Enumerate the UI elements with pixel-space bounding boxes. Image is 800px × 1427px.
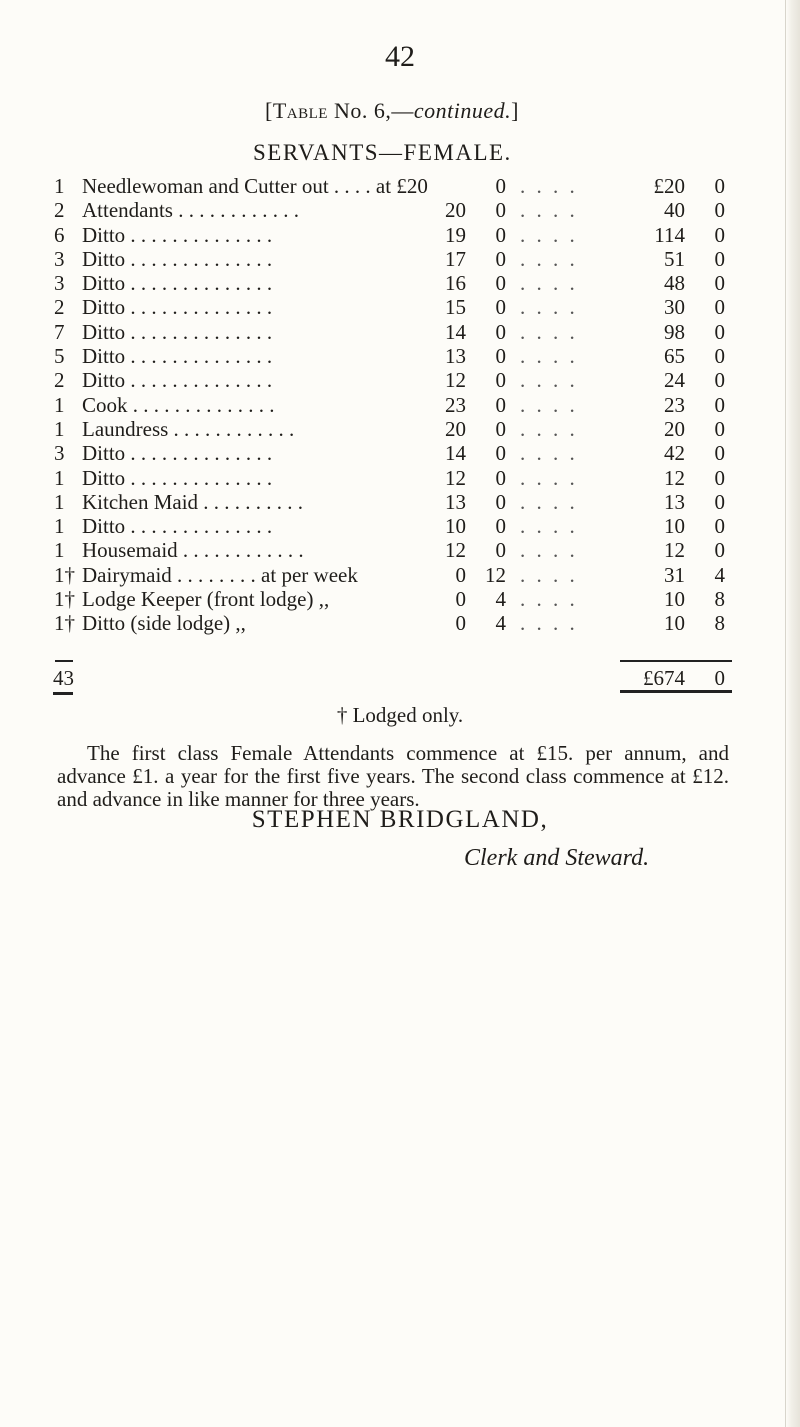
row-rate-shillings: 0 [495, 514, 506, 539]
row-total-pounds: 40 [664, 198, 685, 223]
row-total-pounds: 30 [664, 295, 685, 320]
row-count: 7 [54, 319, 65, 344]
row-count: 3 [54, 441, 65, 466]
table-row [0, 514, 800, 538]
table-row [0, 611, 800, 635]
row-total-shillings: 0 [714, 344, 725, 369]
row-total-pounds: 10 [664, 611, 685, 636]
row-rate-shillings: 0 [495, 441, 506, 466]
row-description: Housemaid . . . . . . . . . . . . [82, 538, 304, 563]
row-description: Ditto . . . . . . . . . . . . . . [82, 222, 273, 247]
row-total-pounds: 98 [664, 319, 685, 344]
row-rate-shillings: 0 [495, 368, 506, 393]
row-total-shillings: 0 [714, 368, 725, 393]
row-rate-pounds: 0 [455, 587, 466, 612]
row-description: Dairymaid . . . . . . . . at per week [82, 562, 358, 587]
row-count: 3 [54, 246, 65, 271]
row-description: Ditto . . . . . . . . . . . . . . [82, 271, 273, 296]
row-spacer-dots: . . . . [520, 416, 578, 441]
row-count: 2 [54, 368, 65, 393]
row-description: Ditto . . . . . . . . . . . . . . [82, 465, 273, 490]
row-rate-pounds: 12 [445, 465, 466, 490]
row-count: 1 [54, 538, 65, 563]
row-rate-pounds: 14 [445, 441, 466, 466]
row-description: Lodge Keeper (front lodge) ,, [82, 587, 330, 612]
caption-table-word: Table [272, 98, 328, 123]
row-total-shillings: 0 [714, 198, 725, 223]
row-description: Laundress . . . . . . . . . . . . [82, 416, 295, 441]
row-total-shillings: 0 [714, 465, 725, 490]
row-spacer-dots: . . . . [520, 198, 578, 223]
servants-table [0, 174, 800, 636]
row-total-pounds: 31 [664, 562, 685, 587]
row-rate-shillings: 0 [495, 174, 506, 198]
row-description: Ditto . . . . . . . . . . . . . . [82, 319, 273, 344]
table-row [0, 393, 800, 417]
row-total-shillings: 0 [714, 514, 725, 539]
row-spacer-dots: . . . . [520, 611, 578, 636]
row-count: 1 [54, 514, 65, 539]
row-rate-pounds: 13 [445, 489, 466, 514]
row-total-pounds: 24 [664, 368, 685, 393]
row-rate-pounds: 23 [445, 392, 466, 417]
total-shillings: 0 [714, 666, 725, 690]
table-row [0, 417, 800, 441]
row-rate-shillings: 0 [495, 222, 506, 247]
row-total-shillings: 0 [714, 489, 725, 514]
table-row [0, 174, 800, 198]
row-count: 1 [54, 392, 65, 417]
signature-title: Clerk and Steward. [464, 845, 650, 871]
row-rate-shillings: 4 [495, 611, 506, 636]
row-spacer-dots: . . . . [520, 392, 578, 417]
row-rate-shillings: 12 [485, 562, 506, 587]
caption-bracket-close: ] [511, 98, 519, 123]
row-rate-pounds: 12 [445, 368, 466, 393]
row-count: 1 [54, 416, 65, 441]
row-spacer-dots: . . . . [520, 465, 578, 490]
row-total-shillings: 8 [714, 587, 725, 612]
row-spacer-dots: . . . . [520, 246, 578, 271]
row-total-shillings: 0 [714, 295, 725, 320]
row-rate-pounds: 0 [455, 611, 466, 636]
total-top-rule [620, 660, 732, 662]
row-total-pounds: 42 [664, 441, 685, 466]
total-bottom-rule [620, 690, 732, 693]
row-rate-pounds: 13 [445, 344, 466, 369]
row-description: Needlewoman and Cutter out . . . . at £20 [82, 174, 428, 198]
row-total-pounds: 51 [664, 246, 685, 271]
row-count: 1† [54, 562, 75, 587]
row-spacer-dots: . . . . [520, 319, 578, 344]
row-total-pounds: 13 [664, 489, 685, 514]
row-description: Ditto . . . . . . . . . . . . . . [82, 514, 273, 539]
row-description: Kitchen Maid . . . . . . . . . . [82, 489, 304, 514]
row-spacer-dots: . . . . [520, 368, 578, 393]
row-total-shillings: 0 [714, 246, 725, 271]
row-spacer-dots: . . . . [520, 489, 578, 514]
table-row [0, 223, 800, 247]
count-top-rule [55, 660, 73, 662]
row-description: Attendants . . . . . . . . . . . . [82, 198, 299, 223]
table-row [0, 368, 800, 392]
row-rate-shillings: 0 [495, 416, 506, 441]
caption-number: No. 6,— [327, 98, 414, 123]
row-total-shillings: 0 [714, 174, 725, 198]
row-total-pounds: 23 [664, 392, 685, 417]
row-total-pounds: 10 [664, 514, 685, 539]
signature-name: STEPHEN BRIDGLAND, [251, 806, 549, 833]
note-paragraph: The first class Female Attendants commence at £15. per annum, and advance £1. a year for the first five years. The second class commence at £12. and advance in like manner for three years. [57, 741, 729, 811]
row-total-pounds: 114 [654, 222, 685, 247]
total-pounds: £674 [643, 666, 685, 690]
row-count: 1 [54, 465, 65, 490]
row-description: Ditto . . . . . . . . . . . . . . [82, 246, 273, 271]
total-count: 43 [53, 666, 74, 690]
row-rate-pounds: 20 [445, 416, 466, 441]
caption-bracket-open: [ [265, 98, 273, 123]
footnote: † Lodged only. [336, 703, 464, 727]
row-total-pounds: 12 [664, 465, 685, 490]
row-count: 3 [54, 271, 65, 296]
section-heading: SERVANTS—FEMALE. [253, 140, 512, 165]
row-rate-shillings: 0 [495, 538, 506, 563]
row-rate-pounds: 19 [445, 222, 466, 247]
row-rate-shillings: 0 [495, 344, 506, 369]
table-row [0, 320, 800, 344]
row-total-shillings: 0 [714, 271, 725, 296]
row-total-shillings: 0 [714, 319, 725, 344]
row-rate-shillings: 4 [495, 587, 506, 612]
row-rate-shillings: 0 [495, 465, 506, 490]
row-total-shillings: 0 [714, 538, 725, 563]
row-total-pounds: 12 [664, 538, 685, 563]
table-row [0, 466, 800, 490]
row-total-shillings: 0 [714, 222, 725, 247]
row-rate-shillings: 0 [495, 295, 506, 320]
row-rate-shillings: 0 [495, 489, 506, 514]
page-number: 42 [385, 40, 415, 73]
row-rate-pounds: 14 [445, 319, 466, 344]
row-rate-shillings: 0 [495, 198, 506, 223]
row-spacer-dots: . . . . [520, 514, 578, 539]
row-spacer-dots: . . . . [520, 295, 578, 320]
row-total-shillings: 8 [714, 611, 725, 636]
table-row [0, 538, 800, 562]
row-rate-pounds: 12 [445, 538, 466, 563]
row-count: 5 [54, 344, 65, 369]
table-row [0, 441, 800, 465]
row-rate-pounds: 0 [455, 562, 466, 587]
table-row [0, 587, 800, 611]
table-row [0, 344, 800, 368]
row-description: Ditto . . . . . . . . . . . . . . [82, 344, 273, 369]
row-count: 1 [54, 489, 65, 514]
table-caption [265, 98, 519, 124]
row-spacer-dots: . . . . [520, 562, 578, 587]
caption-continued: continued. [413, 98, 512, 123]
row-rate-pounds: 16 [445, 271, 466, 296]
table-row [0, 247, 800, 271]
row-count: 2 [54, 198, 65, 223]
row-count: 1† [54, 611, 75, 636]
table-row [0, 198, 800, 222]
table-row [0, 271, 800, 295]
row-total-shillings: 0 [714, 416, 725, 441]
row-rate-shillings: 0 [495, 319, 506, 344]
table-row [0, 295, 800, 319]
row-description: Ditto . . . . . . . . . . . . . . [82, 295, 273, 320]
row-count: 1 [54, 174, 65, 198]
row-count: 6 [54, 222, 65, 247]
row-total-shillings: 0 [714, 441, 725, 466]
count-bottom-rule [53, 692, 73, 695]
row-total-pounds: 10 [664, 587, 685, 612]
row-total-pounds: 20 [664, 416, 685, 441]
row-spacer-dots: . . . . [520, 344, 578, 369]
row-rate-shillings: 0 [495, 392, 506, 417]
row-total-pounds: 48 [664, 271, 685, 296]
table-row [0, 563, 800, 587]
row-description: Cook . . . . . . . . . . . . . . [82, 392, 275, 417]
row-count: 1† [54, 587, 75, 612]
row-description: Ditto . . . . . . . . . . . . . . [82, 368, 273, 393]
row-total-pounds: 65 [664, 344, 685, 369]
row-spacer-dots: . . . . [520, 174, 578, 198]
row-total-pounds: £20 [653, 174, 685, 198]
row-total-shillings: 0 [714, 392, 725, 417]
row-rate-pounds: 15 [445, 295, 466, 320]
row-rate-shillings: 0 [495, 271, 506, 296]
row-count: 2 [54, 295, 65, 320]
row-rate-pounds: 20 [445, 198, 466, 223]
row-spacer-dots: . . . . [520, 222, 578, 247]
row-rate-pounds: 10 [445, 514, 466, 539]
row-spacer-dots: . . . . [520, 441, 578, 466]
row-rate-shillings: 0 [495, 246, 506, 271]
row-spacer-dots: . . . . [520, 271, 578, 296]
row-rate-pounds: 17 [445, 246, 466, 271]
row-total-shillings: 4 [714, 562, 725, 587]
row-spacer-dots: . . . . [520, 538, 578, 563]
row-spacer-dots: . . . . [520, 587, 578, 612]
table-row [0, 490, 800, 514]
row-description: Ditto (side lodge) ,, [82, 611, 246, 636]
row-description: Ditto . . . . . . . . . . . . . . [82, 441, 273, 466]
